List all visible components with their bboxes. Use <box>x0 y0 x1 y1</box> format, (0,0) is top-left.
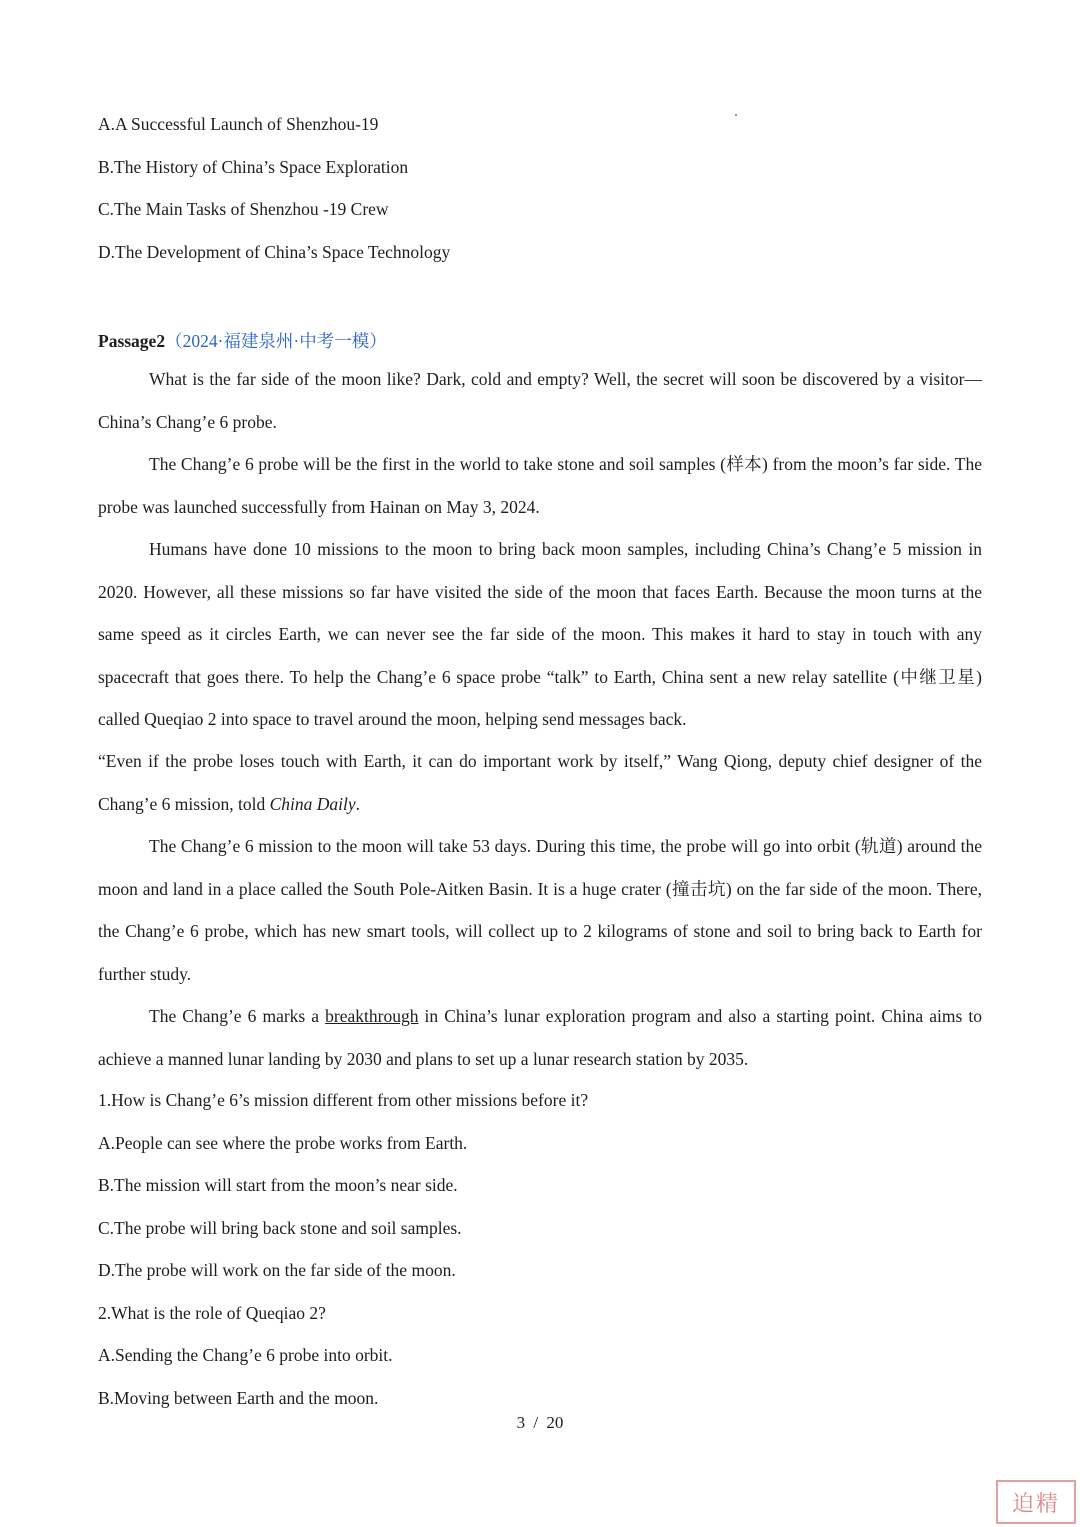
q1-option-d: D.The probe will work on the far side of the moon. <box>98 1260 456 1280</box>
q2-option-b: B.Moving between Earth and the moon. <box>98 1388 379 1408</box>
q1-option-b: B.The mission will start from the moon’s near side. <box>98 1175 458 1195</box>
prev-option-c: C.The Main Tasks of Shenzhou -19 Crew <box>98 199 389 219</box>
newspaper-name: China Daily <box>269 793 356 814</box>
paragraph-4 <box>98 740 982 825</box>
q1-option-a: A.People can see where the probe works from Earth. <box>98 1133 468 1153</box>
prev-option-b: B.The History of China’s Space Exploration <box>98 157 409 177</box>
speck <box>735 114 737 116</box>
underlined-word: breakthrough <box>325 1006 419 1026</box>
quote-text: “Even if the probe loses touch with Earth, it can do important work by itself,” Wang Qiong, deputy chief designer of the Chang’e 6 mission, told <box>98 751 982 814</box>
paragraph-2: The Chang’e 6 probe will be the first in the world to take stone and soil samples (样本) from the moon’s far side. The probe was launched successfully from Hainan on May 3, 2024. <box>98 454 982 517</box>
p6-start: The Chang’e 6 marks a <box>149 1006 326 1026</box>
question-1: 1.How is Chang’e 6’s mission different from other missions before it? <box>98 1090 589 1110</box>
page-number: 3 / 20 <box>516 1413 564 1432</box>
paragraph-4-end: . <box>355 793 361 814</box>
q2-option-a: A.Sending the Chang’e 6 probe into orbit. <box>98 1345 393 1365</box>
prev-option-a: A.A Successful Launch of Shenzhou-19 <box>98 114 379 134</box>
paragraph-1: What is the far side of the moon like? Dark, cold and empty? Well, the secret will soon be discovered by a visitor—China’s Chang’e 6 probe. <box>98 369 982 432</box>
q1-option-c: C.The probe will bring back stone and soil samples. <box>98 1218 462 1238</box>
seal-stamp: 迫精 <box>996 1480 1076 1524</box>
paragraph-5: The Chang’e 6 mission to the moon will take 53 days. During this time, the probe will go into orbit (轨道) around the moon and land in a place called the South Pole-Aitken Basin. It is a huge crater (撞击坑) on the far side of the moon. There, the Chang’e 6 probe, which has new smart tools, will collect up to 2 kilograms of stone and soil to bring back to Earth for further study. <box>98 836 982 984</box>
question-2: 2.What is the role of Queqiao 2? <box>98 1303 326 1323</box>
prev-option-d: D.The Development of China’s Space Technology <box>98 242 451 262</box>
passage-title: Passage2 <box>98 331 166 351</box>
passage-heading <box>98 328 387 353</box>
paragraph-3: Humans have done 10 missions to the moon to bring back moon samples, including China’s Chang’e 5 mission in 2020. However, all these missions so far have visited the side of the moon that faces Earth. Because the moon turns at the same speed as it circles Earth, we can never see the far side of the moon. This makes it hard to stay in touch with any spacecraft that goes there. To help the Chang’e 6 space probe “talk” to Earth, China sent a new relay satellite (中继卫星) called Queqiao 2 into space to travel around the moon, helping send messages back. <box>98 539 982 730</box>
passage-source: （2024·福建泉州·中考一模） <box>165 331 387 351</box>
paragraph-6 <box>98 995 982 1080</box>
p6-end: in China’s lunar exploration program and also a starting point. China aims to achieve a manned lunar landing by 2030 and plans to set up a lunar research station by 2035. <box>98 1006 982 1069</box>
